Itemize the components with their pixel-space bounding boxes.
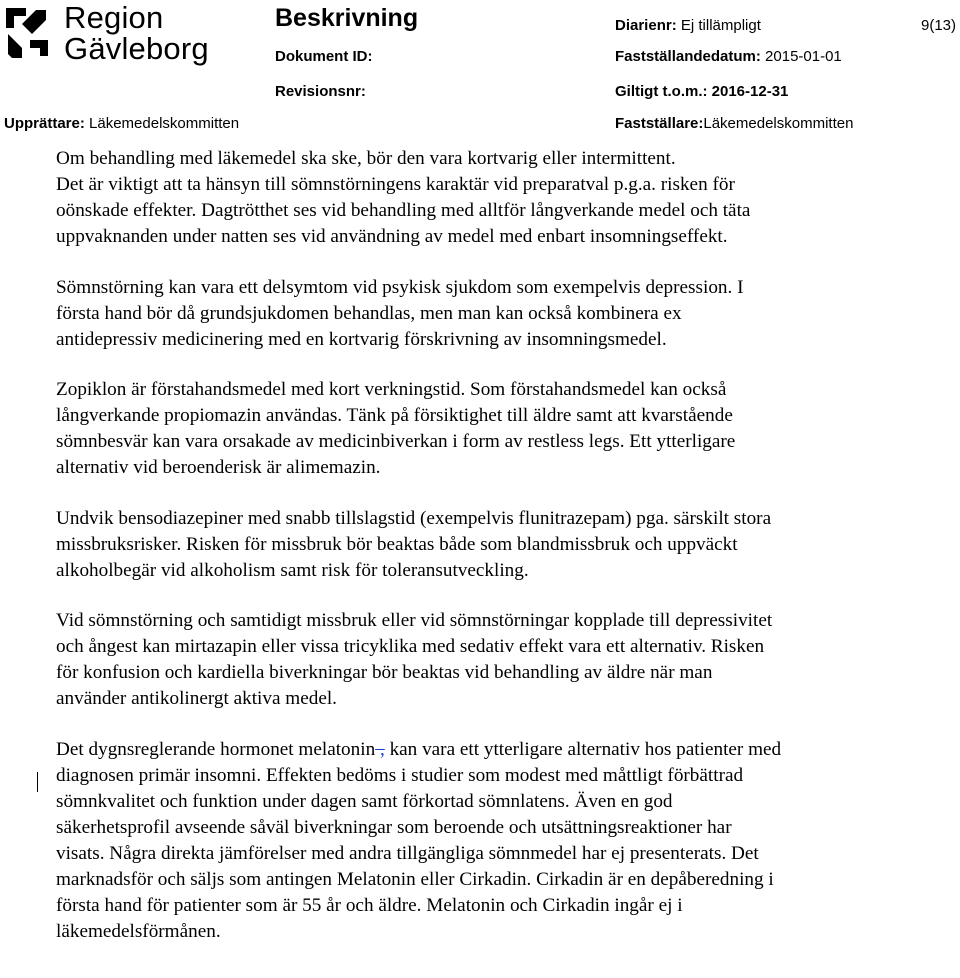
text-line: första hand för patienter som är 55 år och äldre. Melatonin och Cirkadin ingår ej i — [56, 894, 683, 916]
revision-mark: , — [375, 738, 385, 760]
faststallandedatum-value: 2015-01-01 — [765, 48, 842, 65]
text-line: Zopiklon är förstahandsmedel med kort verkningstid. Som förstahandsmedel kan också — [56, 379, 727, 400]
text-segment: Det dygnsreglerande hormonet melatonin — [56, 738, 376, 760]
dokument-id-label: Dokument ID: — [275, 48, 373, 65]
giltigt-label: Giltigt t.o.m.: — [615, 83, 708, 100]
page-number: 9(13) — [921, 17, 957, 34]
text-line: långverkande propiomazin användas. Tänk på försiktighet till äldre samt att kvarstående — [56, 405, 733, 426]
diarienr-value: Ej tillämpligt — [680, 17, 761, 34]
text-line: första hand bör då grundsjukdomen behandlas, men man kan också kombinera ex — [56, 302, 682, 324]
document-title: Beskrivning — [275, 4, 419, 32]
faststallare — [615, 115, 853, 132]
upprattare — [4, 115, 239, 132]
text-line: diagnosen primär insomni. Effekten bedöms i studier som modest med måttligt förbättrad — [56, 764, 744, 786]
text-line: missbruksrisker. Risken för missbruk bör beaktas både som blandmissbruk och uppväckt — [56, 533, 738, 555]
revision-change-bar — [37, 772, 38, 792]
faststallandedatum — [615, 48, 842, 65]
text-line: Det är viktigt att ta hänsyn till sömnstörningens karaktär vid preparatval p.g.a. risken för — [56, 174, 735, 195]
logo-line-gavleborg: Gävleborg — [64, 31, 209, 66]
text-line: läkemedelsförmånen. — [56, 920, 221, 942]
diarienr-label: Diarienr: — [615, 17, 677, 34]
text-line: för konfusion och kardiella biverkningar bör beaktas vid behandling av äldre när man — [56, 662, 713, 683]
text-line: oönskade effekter. Dagtrötthet ses vid behandling med alltför långverkande medel och täta — [56, 200, 751, 221]
faststallandedatum-label: Fastställandedatum: — [615, 48, 761, 65]
text-line: använder antikolinergt aktiva medel. — [56, 688, 337, 709]
logo-mark-icon — [2, 4, 54, 60]
logo-line-region: Region — [64, 0, 164, 35]
text-line: visats. Några direkta jämförelser med andra tillgängliga sömnmedel har ej presenterats. Det — [56, 842, 759, 864]
text-line: alternativ vid beroenderisk är alimemazin. — [56, 457, 381, 478]
paragraph-2 — [56, 275, 936, 353]
text-segment: kan vara ett ytterligare alternativ hos patienter med — [389, 738, 782, 760]
giltigt-tom — [615, 83, 788, 100]
text-line: Om behandling med läkemedel ska ske, bör den vara kortvarig eller intermittent. — [56, 148, 676, 169]
text-line: sömnkvalitet och funktion under dagen samt förkortad sömnlatens. Även en god — [56, 790, 673, 812]
text-line: uppvaknanden under natten ses vid användning av medel med enbart insomningseffekt. — [56, 226, 728, 247]
document-body — [56, 146, 936, 969]
upprattare-value: Läkemedelskommitten — [89, 115, 240, 132]
text-line: sömnbesvär kan vara orsakade av medicinbiverkan i form av restless legs. Ett ytterligare — [56, 431, 736, 452]
diarienr — [615, 17, 761, 34]
paragraph-4 — [56, 506, 936, 584]
text-line — [56, 737, 936, 763]
paragraph-3 — [56, 377, 936, 481]
text-line: Sömnstörning kan vara ett delsymtom vid psykisk sjukdom som exempelvis depression. I — [56, 276, 744, 298]
paragraph-1 — [56, 146, 936, 250]
text-line: och ångest kan mirtazapin eller vissa tricyklika med sedativ effekt vara ett alternativ. Risken — [56, 636, 765, 657]
text-line: marknadsför och säljs som antingen Melatonin eller Cirkadin. Cirkadin är en depåberedning i — [56, 868, 774, 890]
faststallare-value: Läkemedelskommitten — [703, 115, 854, 132]
region-gavleborg-logo — [2, 2, 222, 66]
giltigt-value: 2016-12-31 — [711, 83, 789, 100]
text-line: Undvik bensodiazepiner med snabb tillslagstid (exempelvis flunitrazepam) pga. särskilt stora — [56, 507, 772, 529]
paragraph-5 — [56, 608, 936, 712]
text-line: Vid sömnstörning och samtidigt missbruk eller vid sömnstörningar kopplade till depressivitet — [56, 610, 773, 631]
text-line: säkerhetsprofil avseende såväl biverkningar som beroende och utsättningsreaktioner har — [56, 816, 732, 838]
text-line: antidepressiv medicinering med en kortvarig förskrivning av insomningsmedel. — [56, 328, 667, 350]
text-line: alkoholbegär vid alkoholism samt risk för toleransutveckling. — [56, 559, 529, 581]
revisionsnr-label: Revisionsnr: — [275, 83, 366, 100]
paragraph-6 — [56, 737, 936, 945]
faststallare-label: Fastställare: — [615, 115, 704, 132]
upprattare-label: Upprättare: — [4, 115, 85, 132]
